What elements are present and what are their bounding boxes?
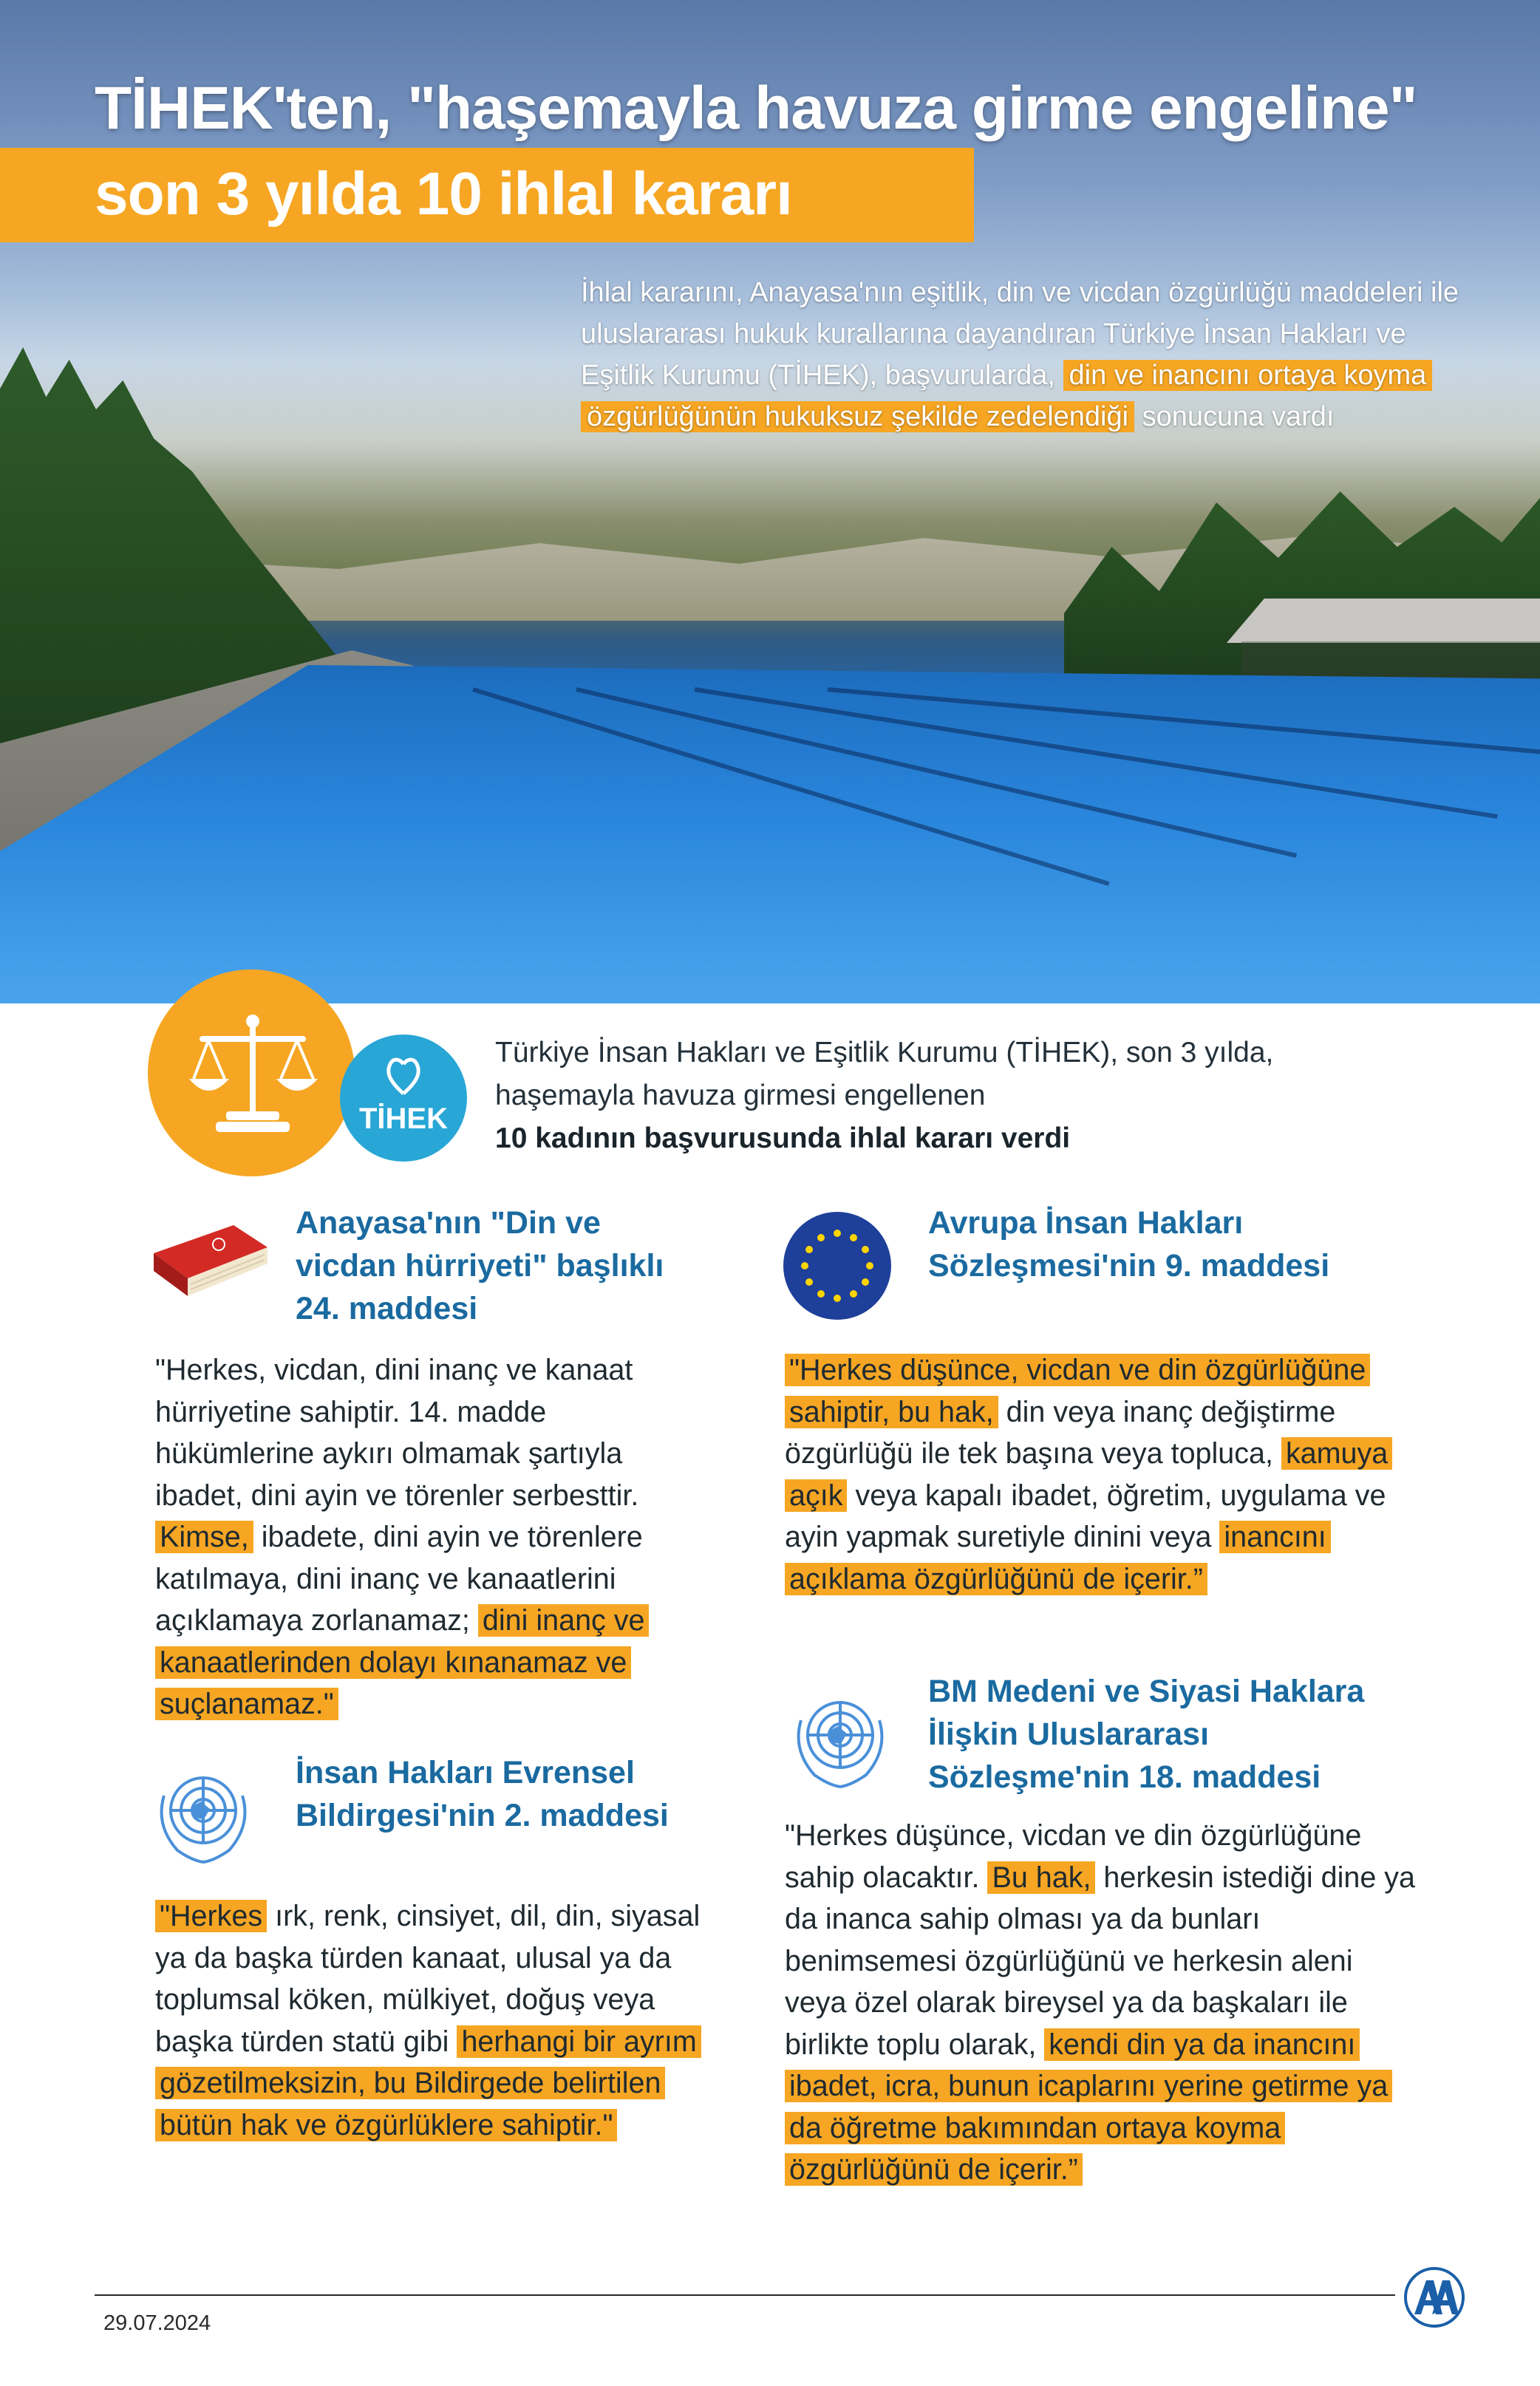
tihek-logo [340,1034,467,1162]
iheb-highlight-1: "Herkes [155,1900,267,1932]
anayasa-text-1: "Herkes, vicdan, dini inanç ve kanaat hürriyetine sahiptir. 14. madde hükümlerine aykırı olmamak şartıyla ibadet, dini ayin ve törenler serbesttir. [155,1354,639,1512]
iheb-text-1: ırk, renk, cinsiyet, dil, din, siyasal ya da başka türden kanaat, ulusal ya da toplumsal köken, mülkiyet, doğuş veya başka türden statü gibi [155,1900,701,2058]
bm-text-2: herkesin istediği dine ya da inanca sahip olması ya da bunları benimsemesi özgürlüğünü ve herkesin aleni veya özel olarak bireysel ya da başkaları ile birlikte toplu olarak, [785,1861,1415,2061]
aihs-highlight-2: kamuya açık [785,1437,1392,1512]
tihek-logo-text: TİHEK [359,1102,448,1135]
title-line-2: son 3 yılda 10 ihlal kararı [95,160,792,228]
aihs-body [785,1349,1420,1600]
aihs-title: Avrupa İnsan Hakları Sözleşmesi'nin 9. maddesi [928,1205,1330,1284]
title-line-1: TİHEK'ten, "haşemayla havuza girme engeline" [95,75,1417,142]
footer-date: 29.07.2024 [103,2311,211,2335]
eu-flag-icon [783,1212,891,1320]
aihs-text-1: din veya inanç değiştirme özgürlüğü ile tek başına veya topluca, [785,1395,1336,1470]
intro-part1: İhlal kararını, Anayasa'nın eşitlik, din ve vicdan özgürlüğü maddeleri ile uluslararası hukuk kurallarına dayandıran Türkiye İnsan Hakları ve Eşitlik Kurumu (TİHEK), başvurularda, [581,277,1459,391]
bm-body [785,1815,1420,2191]
iheb-highlight-2: herhangi bir ayrım gözetilmeksizin, bu Bildirgede belirtilen bütün hak ve özgürlüklere sahiptir." [155,2025,701,2141]
un-emblem-icon [148,1759,259,1869]
anayasa-highlight-1: Kimse, [155,1521,253,1553]
intro-highlight: din ve inancını ortaya koyma özgürlüğünün hukuksuz şekilde zedelendiği [581,360,1432,432]
hero-roof [1227,599,1540,643]
intro-text [581,272,1482,437]
anayasa-highlight-2: dini inanç ve kanaatlerinden dolayı kınanamaz ve suçlanamaz." [155,1604,649,1720]
bm-text-1: "Herkes düşünce, vicdan ve din özgürlüğüne sahip olacaktır. [785,1819,1362,1894]
intro-part2: sonucuna vardı [1142,401,1335,432]
summary-bold: 10 kadının başvurusunda ihlal kararı verdi [495,1122,1071,1154]
anadolu-agency-logo-icon [1404,2267,1465,2328]
iheb-body [155,1895,702,2146]
summary-main: Türkiye İnsan Hakları ve Eşitlik Kurumu (TİHEK), son 3 yılda, haşemayla havuza girmesi engellenen [495,1037,1274,1111]
aihs-highlight-3: inancını açıklama özgürlüğünü de içerir.” [785,1521,1331,1595]
tihek-heart-icon [384,1052,423,1097]
bm-highlight-2: kendi din ya da inancını ibadet, icra, bunun icaplarını yerine getirme ya da öğretme bakımından ortaya koyma özgürlüğünü de içerir.” [785,2028,1392,2186]
constitution-book-icon [146,1218,272,1314]
bm-highlight-1: Bu hak, [987,1861,1095,1894]
bm-title: BM Medeni ve Siyasi Haklara İlişkin Uluslararası Sözleşme'nin 18. maddesi [928,1674,1365,1795]
aihs-text-2: veya kapalı ibadet, öğretim, uygulama ve ayin yapmak suretiyle dinini veya [785,1479,1386,1553]
iheb-title: İnsan Hakları Evrensel Bildirgesi'nin 2. maddesi [296,1755,669,1833]
scales-of-justice-icon [186,1011,319,1136]
aihs-highlight-1: "Herkes düşünce, vicdan ve din özgürlüğüne sahiptir, bu hak, [785,1354,1370,1428]
footer-divider [95,2294,1395,2296]
eu-stars-icon [783,1212,891,1320]
anayasa-body [155,1349,702,1725]
anayasa-title: Anayasa'nın "Din ve vicdan hürriyeti" başlıklı 24. maddesi [296,1205,664,1326]
un-emblem-icon [785,1683,896,1794]
anayasa-text-2: ibadete, dini ayin ve törenlere katılmaya, dini inanç ve kanaatlerini açıklamaya zorlanamaz; [155,1521,643,1637]
hero-pool [0,665,1540,1003]
summary-text [495,1032,1308,1160]
